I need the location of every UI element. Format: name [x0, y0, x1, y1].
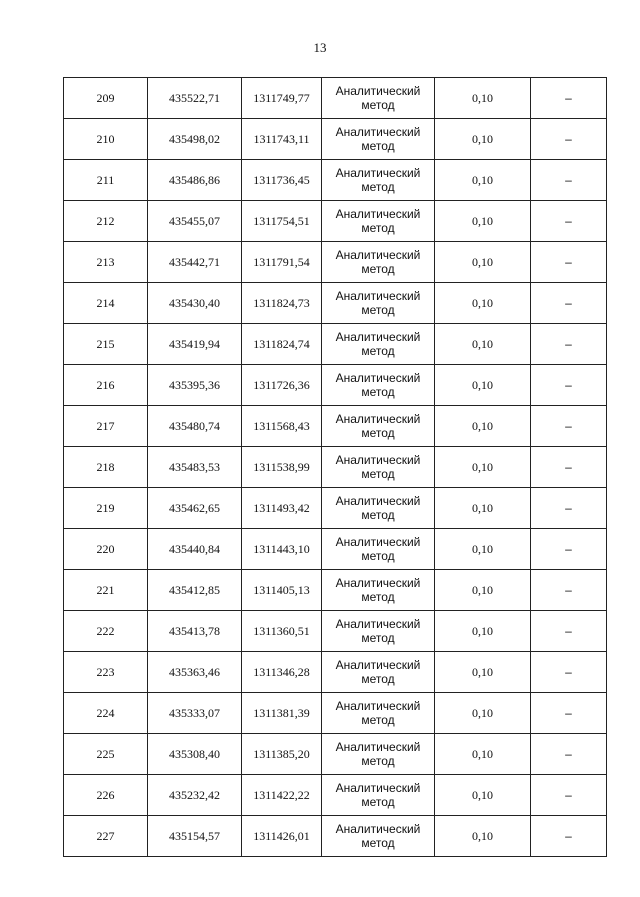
y-coordinate-cell: 1311385,20: [242, 734, 322, 775]
y-coordinate-cell: 1311749,77: [242, 78, 322, 119]
note-cell: –: [531, 324, 607, 365]
point-number-cell: 210: [64, 119, 148, 160]
method-cell: [322, 201, 435, 242]
point-number-cell: 225: [64, 734, 148, 775]
method-line-1: Аналитический: [335, 453, 421, 467]
note-cell: –: [531, 775, 607, 816]
point-number-cell: 227: [64, 816, 148, 857]
x-coordinate-cell: 435455,07: [148, 201, 242, 242]
y-coordinate-cell: 1311568,43: [242, 406, 322, 447]
point-number-cell: 215: [64, 324, 148, 365]
table-row: [64, 324, 607, 365]
y-coordinate-cell: 1311754,51: [242, 201, 322, 242]
note-cell: –: [531, 447, 607, 488]
accuracy-cell: 0,10: [435, 447, 531, 488]
method-cell: [322, 570, 435, 611]
table-row: [64, 406, 607, 447]
x-coordinate-cell: 435498,02: [148, 119, 242, 160]
accuracy-cell: 0,10: [435, 652, 531, 693]
accuracy-cell: 0,10: [435, 201, 531, 242]
point-number-cell: 219: [64, 488, 148, 529]
method-line-2: метод: [361, 385, 395, 399]
x-coordinate-cell: 435522,71: [148, 78, 242, 119]
table-row: [64, 365, 607, 406]
coordinates-table: [63, 77, 607, 857]
method-line-1: Аналитический: [335, 125, 421, 139]
table-row: [64, 201, 607, 242]
method-line-2: метод: [361, 549, 395, 563]
x-coordinate-cell: 435363,46: [148, 652, 242, 693]
y-coordinate-cell: 1311493,42: [242, 488, 322, 529]
y-coordinate-cell: 1311736,45: [242, 160, 322, 201]
x-coordinate-cell: 435154,57: [148, 816, 242, 857]
accuracy-cell: 0,10: [435, 611, 531, 652]
method-cell: [322, 365, 435, 406]
method-line-2: метод: [361, 590, 395, 604]
method-line-1: Аналитический: [335, 822, 421, 836]
method-line-1: Аналитический: [335, 289, 421, 303]
method-cell: [322, 488, 435, 529]
method-line-1: Аналитический: [335, 781, 421, 795]
method-line-1: Аналитический: [335, 84, 421, 98]
accuracy-cell: 0,10: [435, 242, 531, 283]
accuracy-cell: 0,10: [435, 365, 531, 406]
x-coordinate-cell: 435413,78: [148, 611, 242, 652]
table-row: [64, 570, 607, 611]
method-line-2: метод: [361, 426, 395, 440]
accuracy-cell: 0,10: [435, 119, 531, 160]
method-cell: [322, 693, 435, 734]
method-line-1: Аналитический: [335, 617, 421, 631]
y-coordinate-cell: 1311426,01: [242, 816, 322, 857]
y-coordinate-cell: 1311405,13: [242, 570, 322, 611]
method-cell: [322, 611, 435, 652]
table-row: [64, 734, 607, 775]
point-number-cell: 222: [64, 611, 148, 652]
note-cell: –: [531, 488, 607, 529]
note-cell: –: [531, 816, 607, 857]
x-coordinate-cell: 435333,07: [148, 693, 242, 734]
note-cell: –: [531, 406, 607, 447]
x-coordinate-cell: 435412,85: [148, 570, 242, 611]
note-cell: –: [531, 693, 607, 734]
accuracy-cell: 0,10: [435, 406, 531, 447]
method-line-1: Аналитический: [335, 740, 421, 754]
accuracy-cell: 0,10: [435, 775, 531, 816]
method-line-2: метод: [361, 508, 395, 522]
point-number-cell: 221: [64, 570, 148, 611]
method-line-2: метод: [361, 221, 395, 235]
method-line-1: Аналитический: [335, 699, 421, 713]
x-coordinate-cell: 435308,40: [148, 734, 242, 775]
x-coordinate-cell: 435480,74: [148, 406, 242, 447]
point-number-cell: 226: [64, 775, 148, 816]
y-coordinate-cell: 1311726,36: [242, 365, 322, 406]
method-line-2: метод: [361, 795, 395, 809]
point-number-cell: 212: [64, 201, 148, 242]
method-line-2: метод: [361, 631, 395, 645]
method-line-2: метод: [361, 262, 395, 276]
method-line-1: Аналитический: [335, 330, 421, 344]
method-line-1: Аналитический: [335, 248, 421, 262]
table-row: [64, 160, 607, 201]
table-row: [64, 447, 607, 488]
y-coordinate-cell: 1311824,73: [242, 283, 322, 324]
point-number-cell: 214: [64, 283, 148, 324]
accuracy-cell: 0,10: [435, 324, 531, 365]
table-row: [64, 78, 607, 119]
method-line-1: Аналитический: [335, 576, 421, 590]
x-coordinate-cell: 435430,40: [148, 283, 242, 324]
method-cell: [322, 816, 435, 857]
method-line-2: метод: [361, 344, 395, 358]
table-row: [64, 283, 607, 324]
method-cell: [322, 529, 435, 570]
coordinates-table-body: [64, 78, 607, 857]
x-coordinate-cell: 435442,71: [148, 242, 242, 283]
point-number-cell: 217: [64, 406, 148, 447]
note-cell: –: [531, 529, 607, 570]
point-number-cell: 209: [64, 78, 148, 119]
table-row: [64, 119, 607, 160]
point-number-cell: 220: [64, 529, 148, 570]
method-line-2: метод: [361, 713, 395, 727]
method-cell: [322, 160, 435, 201]
page-number: 13: [313, 40, 327, 55]
table-row: [64, 816, 607, 857]
x-coordinate-cell: 435419,94: [148, 324, 242, 365]
accuracy-cell: 0,10: [435, 78, 531, 119]
accuracy-cell: 0,10: [435, 570, 531, 611]
note-cell: –: [531, 734, 607, 775]
method-line-1: Аналитический: [335, 535, 421, 549]
table-row: [64, 652, 607, 693]
method-cell: [322, 242, 435, 283]
note-cell: –: [531, 611, 607, 652]
table-row: [64, 775, 607, 816]
method-line-2: метод: [361, 754, 395, 768]
method-line-1: Аналитический: [335, 494, 421, 508]
note-cell: –: [531, 570, 607, 611]
method-cell: [322, 324, 435, 365]
y-coordinate-cell: 1311422,22: [242, 775, 322, 816]
method-line-2: метод: [361, 672, 395, 686]
method-line-1: Аналитический: [335, 166, 421, 180]
table-row: [64, 242, 607, 283]
x-coordinate-cell: 435462,65: [148, 488, 242, 529]
point-number-cell: 223: [64, 652, 148, 693]
note-cell: –: [531, 160, 607, 201]
y-coordinate-cell: 1311443,10: [242, 529, 322, 570]
note-cell: –: [531, 283, 607, 324]
point-number-cell: 216: [64, 365, 148, 406]
table-row: [64, 611, 607, 652]
y-coordinate-cell: 1311381,39: [242, 693, 322, 734]
accuracy-cell: 0,10: [435, 734, 531, 775]
method-line-2: метод: [361, 836, 395, 850]
note-cell: –: [531, 365, 607, 406]
point-number-cell: 211: [64, 160, 148, 201]
y-coordinate-cell: 1311346,28: [242, 652, 322, 693]
table-row: [64, 693, 607, 734]
method-cell: [322, 78, 435, 119]
accuracy-cell: 0,10: [435, 816, 531, 857]
method-line-2: метод: [361, 98, 395, 112]
method-line-1: Аналитический: [335, 658, 421, 672]
method-cell: [322, 734, 435, 775]
method-cell: [322, 447, 435, 488]
method-cell: [322, 283, 435, 324]
accuracy-cell: 0,10: [435, 283, 531, 324]
y-coordinate-cell: 1311360,51: [242, 611, 322, 652]
y-coordinate-cell: 1311743,11: [242, 119, 322, 160]
method-line-1: Аналитический: [335, 207, 421, 221]
method-line-1: Аналитический: [335, 412, 421, 426]
method-line-2: метод: [361, 180, 395, 194]
accuracy-cell: 0,10: [435, 488, 531, 529]
y-coordinate-cell: 1311824,74: [242, 324, 322, 365]
x-coordinate-cell: 435232,42: [148, 775, 242, 816]
point-number-cell: 218: [64, 447, 148, 488]
method-line-2: метод: [361, 139, 395, 153]
point-number-cell: 224: [64, 693, 148, 734]
point-number-cell: 213: [64, 242, 148, 283]
x-coordinate-cell: 435440,84: [148, 529, 242, 570]
x-coordinate-cell: 435395,36: [148, 365, 242, 406]
accuracy-cell: 0,10: [435, 693, 531, 734]
x-coordinate-cell: 435486,86: [148, 160, 242, 201]
note-cell: –: [531, 652, 607, 693]
method-cell: [322, 406, 435, 447]
x-coordinate-cell: 435483,53: [148, 447, 242, 488]
note-cell: –: [531, 119, 607, 160]
table-row: [64, 488, 607, 529]
accuracy-cell: 0,10: [435, 529, 531, 570]
note-cell: –: [531, 242, 607, 283]
method-cell: [322, 652, 435, 693]
method-line-2: метод: [361, 303, 395, 317]
method-cell: [322, 775, 435, 816]
note-cell: –: [531, 78, 607, 119]
y-coordinate-cell: 1311791,54: [242, 242, 322, 283]
method-line-1: Аналитический: [335, 371, 421, 385]
method-line-2: метод: [361, 467, 395, 481]
table-row: [64, 529, 607, 570]
note-cell: –: [531, 201, 607, 242]
y-coordinate-cell: 1311538,99: [242, 447, 322, 488]
method-cell: [322, 119, 435, 160]
accuracy-cell: 0,10: [435, 160, 531, 201]
